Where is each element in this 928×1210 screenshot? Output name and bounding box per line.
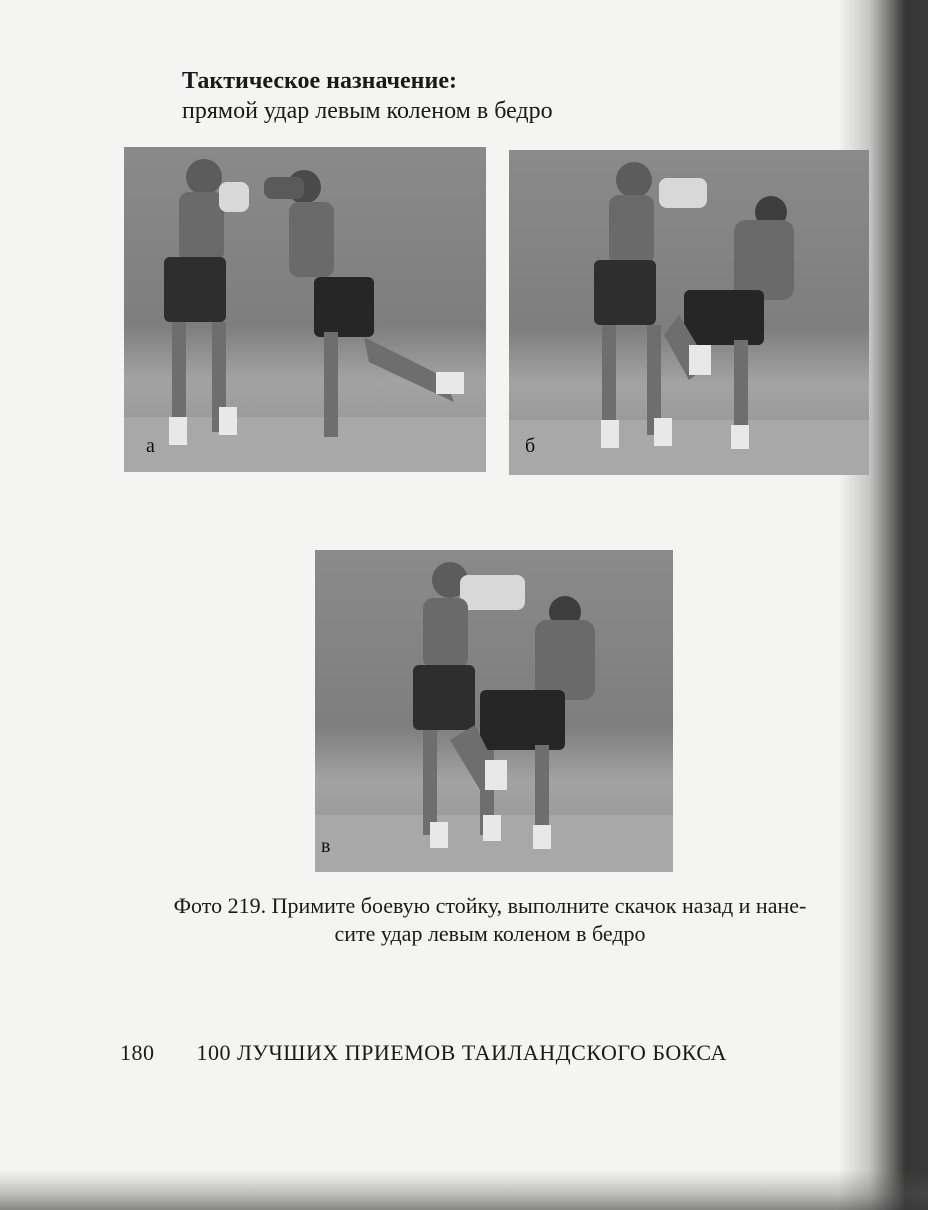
section-heading	[182, 66, 553, 126]
photo-b-label: б	[525, 435, 536, 457]
caption-line-1: Фото 219. Примите боевую стойку, выполните скачок назад и нане-	[173, 893, 807, 918]
photo-a-label: а	[146, 435, 155, 457]
page-number: 180	[120, 1040, 155, 1065]
page-footer	[120, 1040, 727, 1066]
page-bottom-shadow	[0, 1170, 928, 1210]
photo-c	[315, 550, 673, 872]
heading-subtitle: прямой удар левым коленом в бедро	[182, 98, 553, 124]
running-title: 100 ЛУЧШИХ ПРИЕМОВ ТАИЛАНДСКОГО БОКСА	[196, 1040, 727, 1065]
caption-line-2: сите удар левым коленом в бедро	[334, 921, 646, 946]
heading-title: Тактическое назначение:	[182, 68, 457, 94]
photo-c-figures	[315, 550, 673, 872]
photo-b-figures	[509, 150, 869, 475]
photo-b	[509, 150, 869, 475]
photo-a-figures	[124, 147, 486, 472]
photo-caption	[120, 892, 860, 948]
photo-a	[124, 147, 486, 472]
photo-c-label: в	[321, 835, 331, 857]
